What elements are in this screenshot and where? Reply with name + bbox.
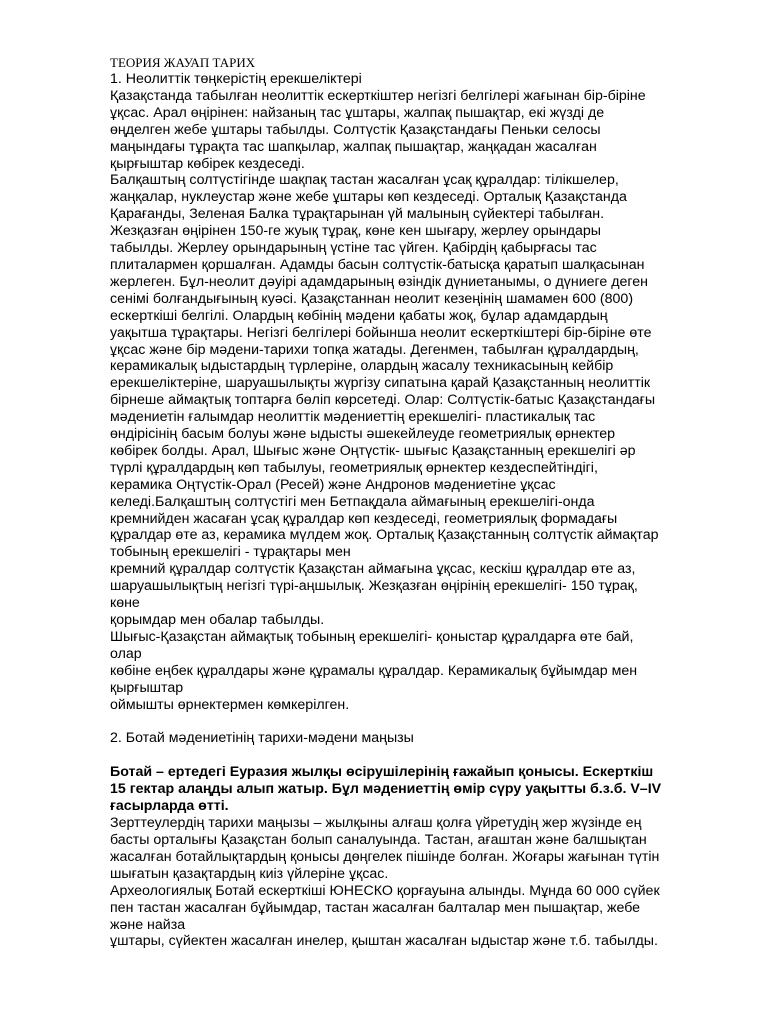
text-line: Жезқазған өңірінен 150-ге жуық тұрақ, көне кен шығару, жерлеу орындары (110, 223, 601, 240)
text-line: ұштары, сүйектен жасалған инелер, қыштан жасалған ыдыстар және т.б. табылды. (110, 933, 658, 950)
bold-text-line: Ботай – ертедегі Еуразия жылқы өсірушілерінің ғажайып қонысы. Ескерткіш (110, 764, 654, 781)
spacer (110, 747, 716, 764)
text-line: қорымдар мен обалар табылды. (110, 612, 325, 628)
section-heading-botai: 2. Ботай мәдениетінің тарихи-мәдени маңызы (110, 730, 414, 747)
text-line: жерлеген. Бұл-неолит дәуірі адамдарының өзіндік дүниетанымы, о дүниеге деген (110, 273, 648, 290)
document-page (110, 54, 716, 950)
text-line: ұқсас және бір мәдени-тарихи топқа жатады. Дегенмен, табылған құралдардың, (110, 341, 639, 358)
text-line: тобының ерекшелігі - тұрақтары мен (110, 544, 351, 561)
text-line: ескерткіші белгілі. Олардың көбінің мәдени қабаты жоқ, бұлар адамдардың (110, 307, 608, 324)
bold-text-line: 15 гектар алаңды алып жатыр. Бұл мәдениеттің өмір сүру уақытты б.з.б. V–IV (110, 781, 662, 798)
text-line: Қазақстанда табылған неолиттік ескерткіштер негізгі белгілері жағынан бір-біріне (110, 87, 646, 104)
text-line: кремний құралдар солтүстік Қазақстан аймағына ұқсас, кескіш құралдар өте аз, (110, 561, 636, 578)
text-line: бірнеше аймақтық топтарға бөліп көрсетеді. Олар: Солтүстік-батыс Қазақстандағы (110, 392, 656, 409)
text-line: және найза (110, 916, 186, 933)
text-line: Шығыс-Қазақстан аймақтық тобының ерекшелігі- қоныстар құралдарға өте бай, (110, 628, 634, 645)
text-line: сенімі болғандығының куәсі. Қазақстаннан неолит кезеңінің шамамен 600 (800) (110, 290, 634, 307)
spacer (110, 713, 716, 730)
section-botai (110, 764, 716, 950)
text-line: шаруашылықтың негізгі түрі-аңшылық. Жезқазған өңірінің ерекшелігі- 150 тұрақ, (110, 578, 638, 595)
text-line: кремнийден жасаған ұсақ құралдар көп кездеседі, геометриялық формадағы (110, 510, 618, 527)
text-line: керамикалық ыдыстардың түрлеріне, олардың жасалу техникасының кейбір (110, 358, 614, 375)
text-line: ерекшеліктеріне, шаруашылықты жүргізу сипатына қарай Қазақстанның неолиттік (110, 375, 651, 392)
text-line: керамика Оңтүстік-Орал (Ресей) және Андронов мәдениетіне ұқсас (110, 476, 556, 493)
text-line: Қарағанды, Зеленая Балка тұрақтарынан үй малының сүйектері табылған. (110, 206, 605, 223)
text-line: Зерттеулердің тарихи маңызы – жылқыны алғаш қолға үйретудің жер жүзінде ең (110, 815, 642, 832)
bold-text-line: ғасырларда өтті. (110, 798, 229, 815)
text-line: түрлі құралдардың көп табылуы, геометриялық өрнектер кездеспейтіндігі, (110, 459, 598, 476)
text-line: Археологиялық Ботай ескерткіші ЮНЕСКО қорғауына алынды. Мұнда 60 000 сүйек (110, 882, 660, 899)
text-line: өндірісінің басым болуы және ыдысты әшекейлеуде геометриялық өрнектер (110, 426, 616, 443)
text-line: көбірек болды. Арал, Шығыс және Оңтүстік- шығыс Қазақстанның ерекшелігі әр (110, 442, 636, 459)
text-line: қырғыштар (110, 679, 184, 696)
section-neolithic (110, 71, 716, 713)
text-line: олар (110, 645, 142, 662)
text-line: мәдениетін ғалымдар неолиттік мәдениеттің ерекшелігі- пластикалық тас (110, 409, 596, 426)
text-line: табылды. Жерлеу орындарының үстіне тас үйген. Қабірдің қабырғасы тас (110, 240, 597, 257)
text-line: оймышты өрнектермен көмкерілген. (110, 696, 350, 713)
text-line: плиталармен қоршалған. Адамды басын солтүстік-батысқа қаратып шалқасынан (110, 256, 645, 273)
text-line: өңделген жебе ұштары табылды. Солтүстік Қазақстандағы Пеньки селосы (110, 121, 601, 138)
text-line: келеді.Балқаштың солтүстігі мен Бетпақдала аймағының ерекшелігі-онда (110, 493, 595, 510)
document-title: ТЕОРИЯ ЖАУАП ТАРИХ (110, 55, 256, 70)
text-line: қырғыштар көбірек кездеседі. (110, 155, 305, 172)
text-line: шығатын қазақтардың киіз үйлеріне ұқсас. (110, 865, 389, 882)
text-line: ұқсас. Арал өңірінен: найзаның тас ұштары, жалпақ пышақтар, екі жүзді де (110, 104, 605, 121)
text-line: уақытша тұрақтары. Негізгі белгілері бойынша неолит ескерткіштері бір-біріне өте (110, 324, 652, 341)
text-line: пен тастан жасалған бұйымдар, тастан жасалған балталар мен пышақтар, жебе (110, 899, 641, 916)
text-line: көне (110, 595, 140, 612)
text-line: 1. Неолиттік төңкерістің ерекшеліктері (110, 71, 362, 87)
text-line: құралдар өте аз, керамика мүлдем жоқ. Орталық Қазақстанның солтүстік аймақтар (110, 527, 659, 544)
text-line: жаңқалар, нуклеустар және жебе ұштары көп кездеседі. Орталық Қазақстанда (110, 189, 627, 206)
text-line: көбіне еңбек құралдары және құрамалы құралдар. Керамикалық бұйымдар мен (110, 662, 638, 679)
text-line: Балқаштың солтүстігінде шақпақ тастан жасалған ұсақ құралдар: тілікшелер, (110, 172, 619, 189)
text-line: басты орталығы Қазақстан болып саналуында. Тастан, ағаштан және балшықтан (110, 831, 647, 848)
text-line: маңындағы тұрақта тас шапқылар, жалпақ пышақтар, жаңқадан жасалған (110, 138, 597, 155)
text-line: жасалған ботайлықтардың қонысы дөңгелек пішінде болған. Жоғары жағынан түтін (110, 848, 660, 865)
